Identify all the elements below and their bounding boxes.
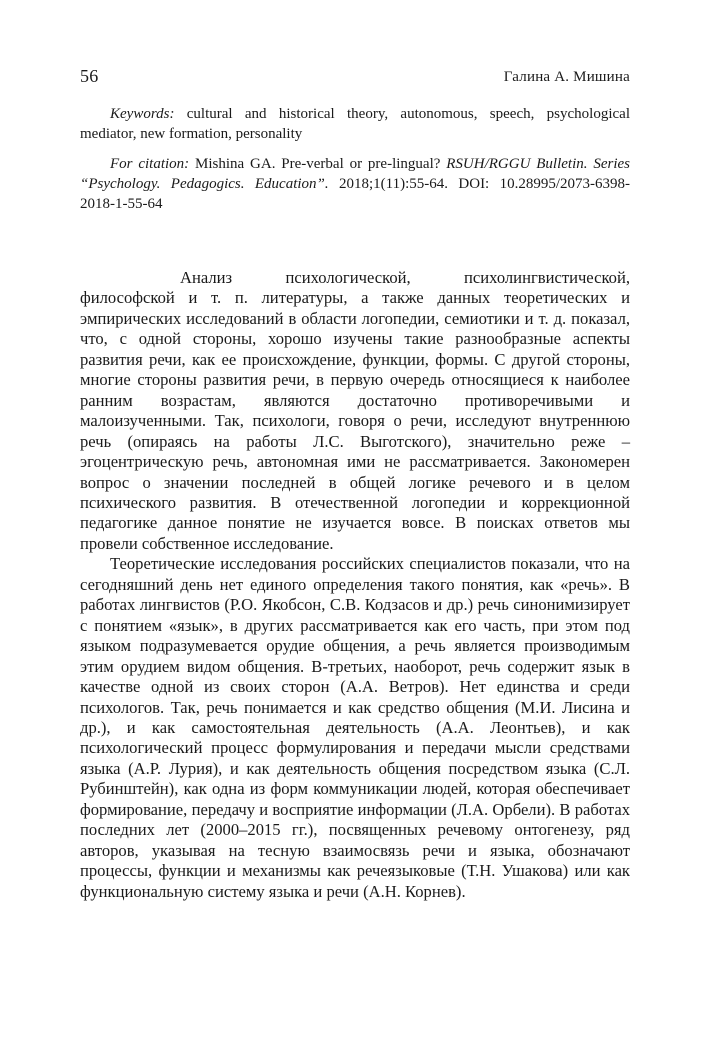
citation bbox=[80, 154, 630, 214]
body-paragraph-2: Теоретические исследования российских специалистов показали, что на сегодняшний день нет единого определения такого понятия, как «речь». В работах лингвистов (Р.О. Якобсон, С.В. Кодзасов и др.) речь синонимизирует с понятием «язык», в других рассматривается как его часть, при этом под языком подразумевается орудие общения, а речь является производимым этим орудием видом общения. В-третьих, наоборот, речь содержит язык в качестве одной из своих сторон (А.А. Ветров). Нет единства и среди психологов. Так, речь понимается и как средство общения (М.И. Лисина и др.), и как самостоятельная деятельность (А.А. Леонтьев), и как психологический процесс формулирования и передачи мысли средствами языка (А.Р. Лурия), и как деятельность общения посредством языка (С.Л. Рубинштейн), как одна из форм коммуникации людей, которая обеспечивает формирование, передачу и восприятие информации (Л.А. Орбели). В работах последних лет (2000–2015 гг.), посвященных речевому онтогенезу, ряд авторов, указывая на тесную взаимосвязь речи и языка, обозначают процессы, функции и механизмы как речеязыковые (Т.Н. Ушакова) или как функциональную систему языка и речи (А.Н. Корнев). bbox=[80, 554, 630, 901]
page bbox=[80, 0, 630, 1052]
body-text bbox=[80, 268, 630, 902]
keywords bbox=[80, 104, 630, 144]
keywords-label: Keywords: bbox=[110, 106, 175, 122]
citation-journal: RSUH/RGGU Bulletin. Series “Psychology. Pedagogics. Education”. bbox=[80, 156, 630, 192]
running-head-author: Галина А. Мишина bbox=[503, 69, 630, 85]
body-paragraph-1: Анализ психологической, психолингвистической, философской и т. п. литературы, а также данных теоретических и эмпирических исследований в области логопедии, семиотики и т. д. показал, что, с одной стороны, хорошо изучены такие разнообразные аспекты развития речи, как ее происхождение, функции, формы. С другой стороны, многие стороны развития речи, в первую очередь относящиеся к наиболее ранним возрастам, являются достаточно противоречивыми и малоизученными. Так, психологи, говоря о речи, исследуют внутреннюю речь (опираясь на работы Л.С. Выготского), значительно реже – эгоцентрическую речь, автономная ими не рассматривается. Закономерен вопрос о значении последней в общей логике речевого и в целом психического развития. В отечественной логопедии и коррекционной педагогике данное понятие не изучается вовсе. В поисках ответов мы провели собственное исследование. bbox=[80, 268, 630, 553]
citation-label: For citation: bbox=[110, 156, 190, 172]
keywords-text: cultural and historical theory, autonomous, speech, psychological mediator, new formation, personality bbox=[80, 106, 630, 142]
running-head bbox=[80, 66, 630, 90]
citation-text-after: 2018;1(11):55-64. DOI: 10.28995/2073-6398-2018-1-55-64 bbox=[80, 176, 631, 212]
citation-text-before: Mishina GA. Pre-verbal or pre-lingual? bbox=[189, 156, 447, 172]
page-number: 56 bbox=[80, 66, 99, 86]
